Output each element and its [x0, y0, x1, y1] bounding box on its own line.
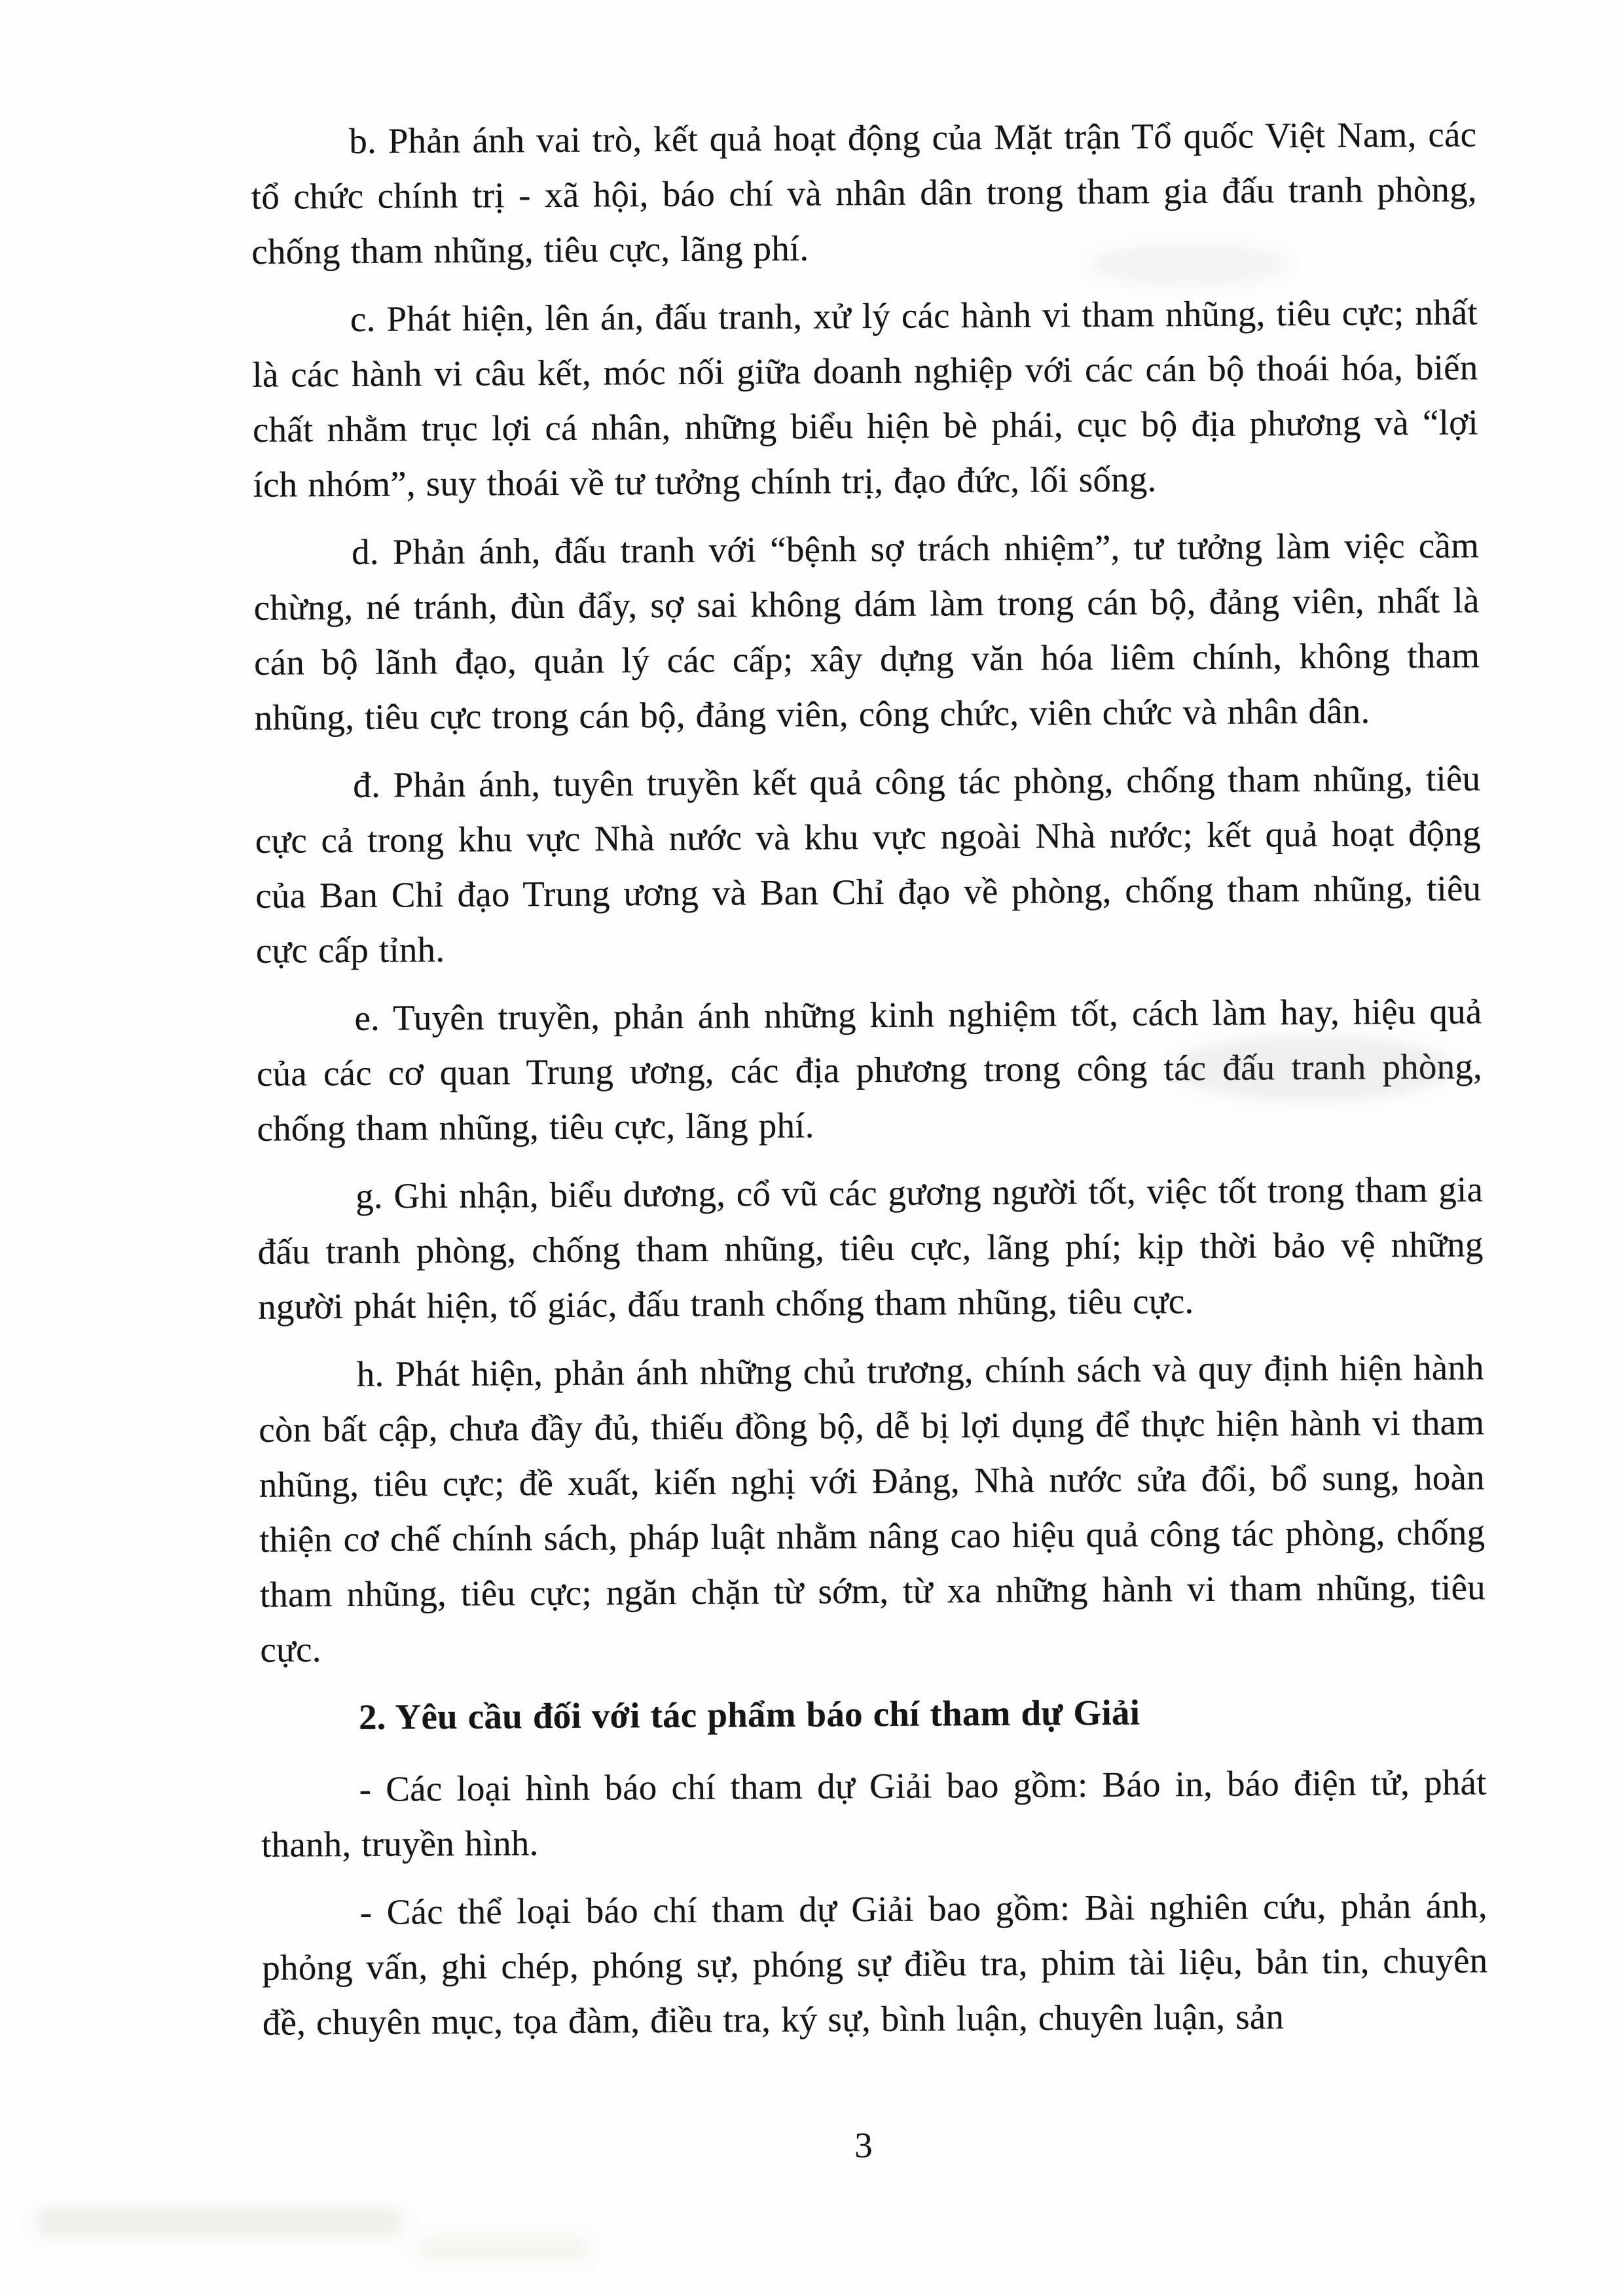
paragraph-e: e. Tuyên truyền, phản ánh những kinh nghiệm tốt, cách làm hay, hiệu quả của các cơ quan Trung ương, các địa phương trong công tác đấu tranh phòng, chống tham nhũng, tiêu cực, lãng phí. — [256, 991, 1483, 1149]
bullet-press-types: - Các loại hình báo chí tham dự Giải bao gồm: Báo in, báo điện tử, phát thanh, truyền hình. — [261, 1762, 1487, 1865]
paragraph-b: b. Phản ánh vai trò, kết quả hoạt động của Mặt trận Tổ quốc Việt Nam, các tổ chức chính trị - xã hội, báo chí và nhân dân trong tham gia đấu tranh phòng, chống tham nhũng, tiêu cực, lãng phí. — [251, 114, 1477, 272]
paragraph-c: c. Phát hiện, lên án, đấu tranh, xử lý các hành vi tham nhũng, tiêu cực; nhất là các hành vi câu kết, móc nối giữa doanh nghiệp với các cán bộ thoái hóa, biến chất nhằm trục lợi cá nhân, những biểu hiện bè phái, cục bộ địa phương và “lợi ích nhóm”, suy thoái về tư tưởng chính trị, đạo đức, lối sống. — [252, 292, 1479, 505]
paragraph-g: g. Ghi nhận, biểu dương, cổ vũ các gương người tốt, việc tốt trong tham gia đấu tranh phòng, chống tham nhũng, tiêu cực, lãng phí; kịp thời bảo vệ những người phát hiện, tố giác, đấu tranh chống tham nhũng, tiêu cực. — [257, 1169, 1484, 1327]
bullet-genres: - Các thể loại báo chí tham dự Giải bao gồm: Bài nghiên cứu, phản ánh, phỏng vấn, ghi chép, phóng sự, phóng sự điều tra, phim tài liệu, bản tin, chuyên đề, chuyên mục, tọa đàm, điều tra, ký sự, bình luận, chuyên luận, sản — [262, 1885, 1488, 2043]
document-text-column — [251, 107, 1488, 2063]
paragraph-h: h. Phát hiện, phản ánh những chủ trương, chính sách và quy định hiện hành còn bất cập, chưa đầy đủ, thiếu đồng bộ, dễ bị lợi dụng để thực hiện hành vi tham nhũng, tiêu cực; đề xuất, kiến nghị với Đảng, Nhà nước sửa đổi, bổ sung, hoàn thiện cơ chế chính sách, pháp luật nhằm nâng cao hiệu quả công tác phòng, chống tham nhũng, tiêu cực; ngăn chặn từ sớm, từ xa những hành vi tham nhũng, tiêu cực. — [259, 1347, 1486, 1670]
scan-smudge — [36, 2207, 403, 2237]
paragraph-dd: đ. Phản ánh, tuyên truyền kết quả công tác phòng, chống tham nhũng, tiêu cực cả trong khu vực Nhà nước và khu vực ngoài Nhà nước; kết quả hoạt động của Ban Chỉ đạo Trung ương và Ban Chỉ đạo về phòng, chống tham nhũng, tiêu cực cấp tỉnh. — [255, 758, 1482, 971]
section-2-heading: 2. Yêu cầu đối với tác phẩm báo chí tham dự Giải — [358, 1692, 1140, 1737]
page-number: 3 — [854, 2125, 873, 2165]
paragraph-d: d. Phản ánh, đấu tranh với “bệnh sợ trách nhiệm”, tư tưởng làm việc cầm chừng, né tránh, đùn đẩy, sợ sai không dám làm trong cán bộ, đảng viên, nhất là cán bộ lãnh đạo, quản lý các cấp; xây dựng văn hóa liêm chính, không tham nhũng, tiêu cực trong cán bộ, đảng viên, công chức, viên chức và nhân dân. — [253, 525, 1480, 738]
scan-smudge — [419, 2238, 589, 2261]
